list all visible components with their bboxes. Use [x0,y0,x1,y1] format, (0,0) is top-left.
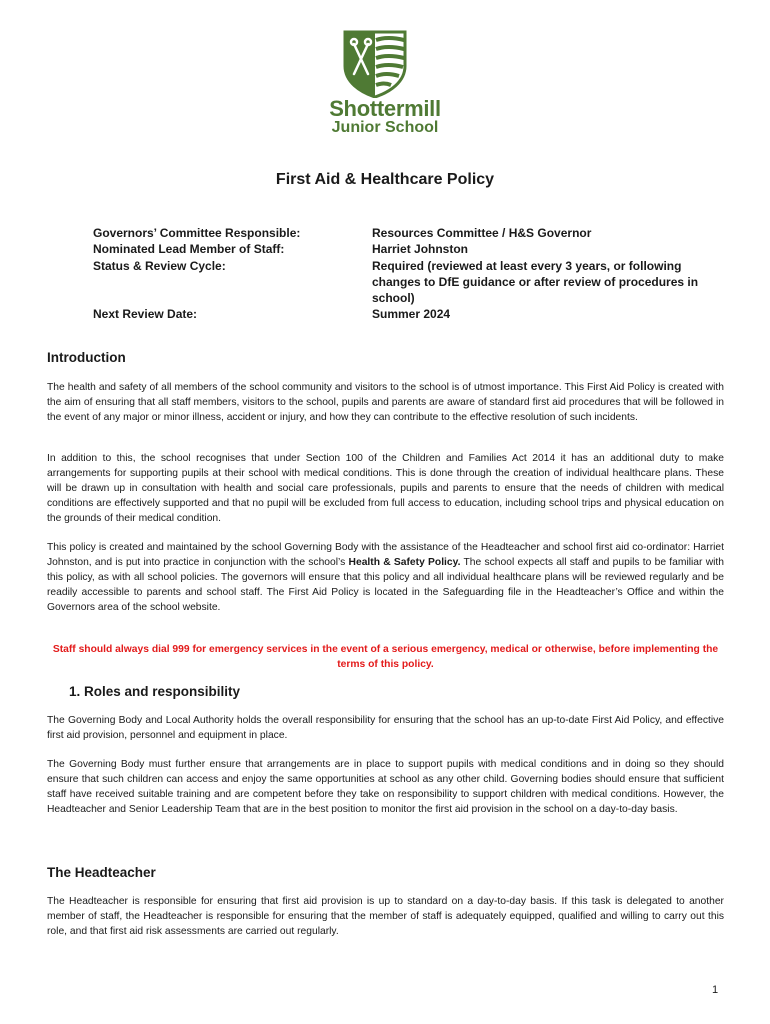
roles-heading: 1. Roles and responsibility [69,684,241,699]
p3-text-end: The school expects all staff and pupils to be familiar with this policy, as with all school policies. The governors will ensure that this policy and all individual healthcare plans will be reviewed regularly and be readily accessible to parents and school staff. The First Aid Policy is located in the Safeguarding file in the Headteacher’s Office and within the Governors area of the school website. [47,557,725,613]
introduction-paragraph-3 [47,540,724,615]
headteacher-paragraph-1: The Headteacher is responsible for ensuring that first aid provision is up to standard on a day-to-day basis. If this task is delegated to another member of staff, the Headteacher is responsible for ensuring that the member of staff is adequately equipped, qualified and willing to carry out this role, and that first aid risk assessments are carried out regularly. [47,896,724,937]
meta-value-status: Required (reviewed at least every 3 years, or following changes to DfE guidance or after review of procedures in school) [372,259,699,305]
meta-label-committee: Governors’ Committee Responsible: [93,226,301,240]
meta-label-lead: Nominated Lead Member of Staff: [93,242,285,256]
emergency-warning: Staff should always dial 999 for emergency services in the event of a serious emergency, medical or otherwise, before implementing the terms of this policy. [52,644,719,670]
page-number: 1 [712,984,719,996]
school-name-line2: Junior School [331,119,439,136]
introduction-paragraph-1: The health and safety of all members of the school community and visitors to the school is of utmost importance. This First Aid Policy is created with the aim of ensuring that all staff members, visitors to the school, pupils and parents are aware of standard first aid procedures that will be followed in the event of any major or minor illness, accident or injury, and how they can contribute to the effective resolution of such incidents. [47,382,724,423]
headteacher-heading: The Headteacher [47,865,156,880]
school-crest-logo [330,30,420,98]
meta-label-status: Status & Review Cycle: [93,259,226,273]
p3-text-start: This policy is created and maintained by the school Governing Body with the assistance of the Headteacher and school first aid co-ordinator: Harriet Johnston, and is put into practice in conjunction with the school’s [47,542,724,568]
roles-paragraph-2: The Governing Body must further ensure that arrangements are in place to support pupils with medical conditions and in doing so they should ensure that such children can access and enjoy the same opportunities at school as any other child. Governing bodies should ensure that sufficient staff have received suitable training and are competent before they take on responsibility to support children with medical conditions. However, the Headteacher and Senior Leadership Team that are in the best position to monitor the first aid provision in the school on a day-to-day basis. [47,759,724,815]
document-title: First Aid & Healthcare Policy [275,171,495,188]
school-name-line1: Shottermill [329,96,441,121]
roles-paragraph-1: The Governing Body and Local Authority holds the overall responsibility for ensuring that the school has an up-to-date First Aid Policy, and effective first aid provision, personnel and equipment in place. [47,715,724,741]
meta-label-review: Next Review Date: [93,307,198,321]
introduction-heading: Introduction [47,350,126,365]
meta-value-lead: Harriet Johnston [372,242,469,256]
introduction-paragraph-2: In addition to this, the school recognises that under Section 100 of the Children and Families Act 2014 it has an additional duty to make arrangements for supporting pupils at their school with medical conditions. This is done through the creation of individual healthcare plans. These will be drawn up in consultation with health and social care professionals, pupils and parents to ensure that the needs of children with medical conditions are effectively supported and that no pupil will be excluded from full access to education, including school trips and physical education on the grounds of their medical condition. [47,453,724,524]
meta-value-review: Summer 2024 [372,307,451,321]
meta-value-committee: Resources Committee / H&S Governor [372,226,592,240]
health-safety-policy-ref: Health & Safety Policy. [348,557,461,568]
